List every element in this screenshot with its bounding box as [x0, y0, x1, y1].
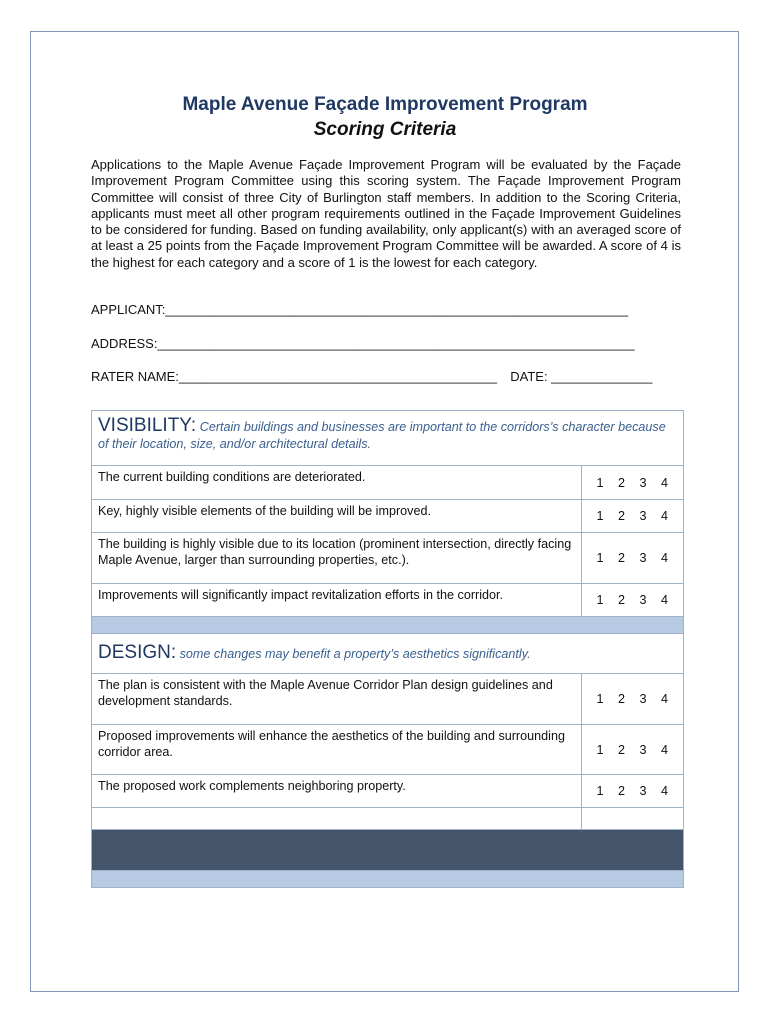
criterion-cell: The proposed work complements neighboring property. — [92, 775, 582, 808]
empty-cell — [582, 808, 684, 830]
score-options[interactable]: 1 2 3 4 — [582, 725, 684, 775]
criterion-cell: Improvements will significantly impact revitalization efforts in the corridor. — [92, 584, 582, 617]
criterion-cell: The building is highly visible due to its location (prominent intersection, directly facing Maple Avenue, larger than surrounding properties, etc.). — [92, 533, 582, 584]
score-options[interactable]: 1 2 3 4 — [582, 674, 684, 725]
document-subtitle: Scoring Criteria — [313, 119, 457, 140]
design-description: some changes may benefit a property’s aesthetics significantly. — [179, 646, 531, 661]
score-options[interactable]: 1 2 3 4 — [582, 584, 684, 617]
section-divider — [92, 617, 684, 634]
score-options[interactable]: 1 2 3 4 — [582, 500, 684, 533]
score-options[interactable]: 1 2 3 4 — [582, 775, 684, 808]
design-heading: DESIGN: — [98, 641, 177, 663]
score-options[interactable]: 1 2 3 4 — [582, 466, 684, 500]
document-title: Maple Avenue Façade Improvement Program — [182, 94, 588, 115]
section-divider — [92, 871, 684, 888]
scoring-table — [91, 410, 684, 888]
criterion-cell: Proposed improvements will enhance the aesthetics of the building and surrounding corridor area. — [92, 725, 582, 775]
criterion-cell: The current building conditions are deteriorated. — [92, 466, 582, 500]
address-field[interactable]: ADDRESS:__________________________________________________________________ — [91, 336, 635, 351]
empty-cell — [92, 808, 582, 830]
visibility-header: VISIBILITY: Certain buildings and businesses are important to the corridors’s character because of their location, size, and/or architectural details. — [92, 411, 684, 466]
design-header — [92, 634, 684, 674]
intro-paragraph: Applications to the Maple Avenue Façade Improvement Program will be evaluated by the Façade Improvement Program Committee using this scoring system. The Façade Improvement Program Committee will consist of three City of Burlington staff members. In addition to the Scoring Criteria, applicants must meet all other program requirements outlined in the Façade Improvement Guidelines to be considered for funding. Based on funding availability, only applicant(s) with an averaged score of at least a 25 points from the Façade Improvement Program Committee will be awarded. A score of 4 is the highest for each category and a score of 1 is the lowest for each category. — [91, 157, 681, 270]
date-field[interactable]: DATE: ______________ — [510, 369, 653, 384]
score-options[interactable]: 1 2 3 4 — [582, 533, 684, 584]
applicant-field[interactable]: APPLICANT:________________________________________________________________ — [91, 302, 629, 317]
criterion-cell: The plan is consistent with the Maple Avenue Corridor Plan design guidelines and development standards. — [92, 674, 582, 725]
rater-date-row — [91, 369, 681, 384]
criterion-cell: Key, highly visible elements of the building will be improved. — [92, 500, 582, 533]
visibility-heading: VISIBILITY: — [98, 415, 197, 436]
rater-name-field[interactable]: RATER NAME:____________________________________________ — [91, 369, 497, 384]
section-band-dark — [92, 830, 684, 871]
visibility-description: Certain buildings and businesses are important to the corridors’s character because of their location, size, and/or architectural details — [98, 420, 666, 451]
